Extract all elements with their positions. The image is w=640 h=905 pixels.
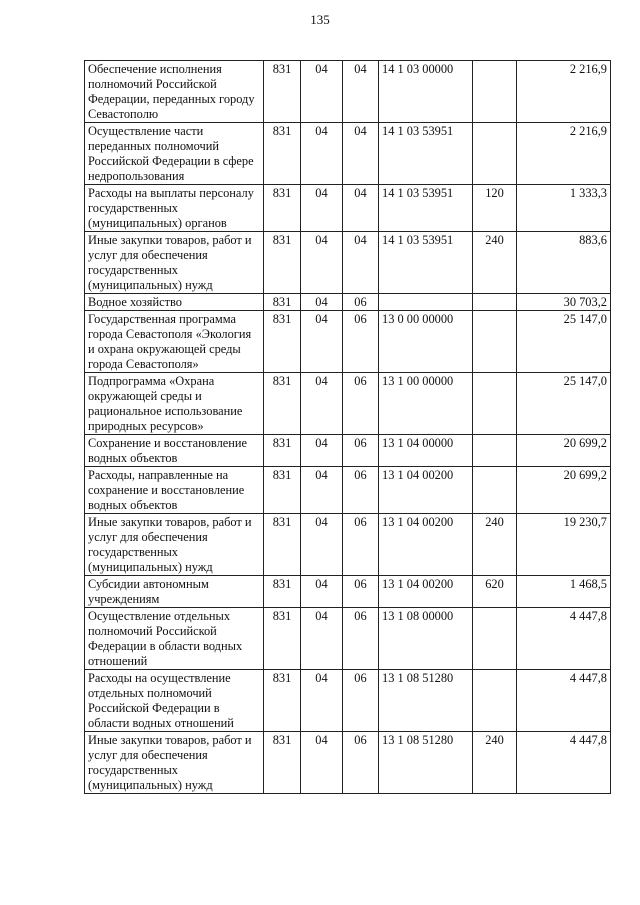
table-row [85, 232, 611, 294]
row-subsection: 04 [343, 185, 379, 232]
table-row [85, 61, 611, 123]
row-code: 831 [264, 311, 301, 373]
row-section: 04 [301, 514, 343, 576]
row-target-code: 14 1 03 53951 [379, 232, 473, 294]
row-subsection: 06 [343, 311, 379, 373]
row-target-code: 14 1 03 53951 [379, 123, 473, 185]
row-target-code [379, 294, 473, 311]
row-name: Обеспечение исполнения полномочий Российской Федерации, переданных городу Севастополю [85, 61, 264, 123]
row-expense-type [473, 123, 517, 185]
row-section: 04 [301, 185, 343, 232]
table-row [85, 123, 611, 185]
row-subsection: 06 [343, 435, 379, 467]
row-target-code: 14 1 03 53951 [379, 185, 473, 232]
row-name: Осуществление части переданных полномочий Российской Федерации в сфере недропользования [85, 123, 264, 185]
row-amount: 4 447,8 [517, 732, 611, 794]
row-expense-type [473, 311, 517, 373]
row-amount: 883,6 [517, 232, 611, 294]
row-amount: 4 447,8 [517, 670, 611, 732]
row-code: 831 [264, 732, 301, 794]
row-code: 831 [264, 435, 301, 467]
row-name: Иные закупки товаров, работ и услуг для обеспечения государственных (муниципальных) нужд [85, 232, 264, 294]
row-amount: 19 230,7 [517, 514, 611, 576]
table-row [85, 576, 611, 608]
row-target-code: 13 1 08 51280 [379, 732, 473, 794]
table-row [85, 467, 611, 514]
row-subsection: 06 [343, 732, 379, 794]
row-amount: 2 216,9 [517, 61, 611, 123]
table-row [85, 732, 611, 794]
row-code: 831 [264, 670, 301, 732]
row-expense-type [473, 608, 517, 670]
row-section: 04 [301, 608, 343, 670]
table-row [85, 514, 611, 576]
table-row [85, 294, 611, 311]
row-code: 831 [264, 232, 301, 294]
row-amount: 25 147,0 [517, 311, 611, 373]
row-code: 831 [264, 467, 301, 514]
row-subsection: 06 [343, 608, 379, 670]
row-amount: 4 447,8 [517, 608, 611, 670]
row-code: 831 [264, 373, 301, 435]
row-subsection: 06 [343, 670, 379, 732]
row-name: Расходы на осуществление отдельных полномочий Российской Федерации в области водных отношений [85, 670, 264, 732]
row-amount: 20 699,2 [517, 435, 611, 467]
row-amount: 1 333,3 [517, 185, 611, 232]
row-name: Расходы на выплаты персоналу государственных (муниципальных) органов [85, 185, 264, 232]
row-amount: 25 147,0 [517, 373, 611, 435]
page-number: 135 [310, 12, 330, 27]
row-section: 04 [301, 670, 343, 732]
row-code: 831 [264, 576, 301, 608]
row-code: 831 [264, 514, 301, 576]
row-section: 04 [301, 576, 343, 608]
row-name: Осуществление отдельных полномочий Российской Федерации в области водных отношений [85, 608, 264, 670]
row-name: Субсидии автономным учреждениям [85, 576, 264, 608]
row-code: 831 [264, 294, 301, 311]
table-row [85, 608, 611, 670]
row-expense-type [473, 435, 517, 467]
row-expense-type: 240 [473, 232, 517, 294]
row-section: 04 [301, 373, 343, 435]
table-row [85, 185, 611, 232]
row-subsection: 06 [343, 576, 379, 608]
row-name: Сохранение и восстановление водных объектов [85, 435, 264, 467]
row-subsection: 06 [343, 294, 379, 311]
row-code: 831 [264, 185, 301, 232]
row-name: Иные закупки товаров, работ и услуг для обеспечения государственных (муниципальных) нужд [85, 514, 264, 576]
budget-table [84, 60, 611, 794]
row-name: Расходы, направленные на сохранение и восстановление водных объектов [85, 467, 264, 514]
row-expense-type: 240 [473, 732, 517, 794]
row-subsection: 04 [343, 123, 379, 185]
row-subsection: 04 [343, 61, 379, 123]
row-expense-type [473, 294, 517, 311]
row-subsection: 06 [343, 514, 379, 576]
row-section: 04 [301, 232, 343, 294]
row-section: 04 [301, 294, 343, 311]
row-code: 831 [264, 61, 301, 123]
row-target-code: 13 1 04 00000 [379, 435, 473, 467]
row-amount: 30 703,2 [517, 294, 611, 311]
row-expense-type [473, 61, 517, 123]
row-amount: 1 468,5 [517, 576, 611, 608]
row-expense-type: 240 [473, 514, 517, 576]
row-target-code: 13 1 04 00200 [379, 576, 473, 608]
row-section: 04 [301, 467, 343, 514]
row-section: 04 [301, 123, 343, 185]
row-expense-type [473, 670, 517, 732]
row-subsection: 04 [343, 232, 379, 294]
row-expense-type [473, 467, 517, 514]
row-target-code: 13 0 00 00000 [379, 311, 473, 373]
row-target-code: 13 1 00 00000 [379, 373, 473, 435]
row-amount: 20 699,2 [517, 467, 611, 514]
row-section: 04 [301, 311, 343, 373]
row-section: 04 [301, 435, 343, 467]
row-code: 831 [264, 608, 301, 670]
row-expense-type: 620 [473, 576, 517, 608]
table-row [85, 670, 611, 732]
row-section: 04 [301, 61, 343, 123]
row-target-code: 13 1 08 00000 [379, 608, 473, 670]
row-code: 831 [264, 123, 301, 185]
row-target-code: 13 1 04 00200 [379, 467, 473, 514]
row-target-code: 14 1 03 00000 [379, 61, 473, 123]
row-subsection: 06 [343, 467, 379, 514]
row-amount: 2 216,9 [517, 123, 611, 185]
row-target-code: 13 1 04 00200 [379, 514, 473, 576]
row-name: Государственная программа города Севастополя «Экология и охрана окружающей среды города Севастополя» [85, 311, 264, 373]
table-row [85, 435, 611, 467]
table-row [85, 311, 611, 373]
table-row [85, 373, 611, 435]
row-target-code: 13 1 08 51280 [379, 670, 473, 732]
row-name: Подпрограмма «Охрана окружающей среды и рациональное использование природных ресурсов» [85, 373, 264, 435]
row-section: 04 [301, 732, 343, 794]
row-expense-type: 120 [473, 185, 517, 232]
row-expense-type [473, 373, 517, 435]
row-name: Водное хозяйство [85, 294, 264, 311]
row-name: Иные закупки товаров, работ и услуг для обеспечения государственных (муниципальных) нужд [85, 732, 264, 794]
row-subsection: 06 [343, 373, 379, 435]
